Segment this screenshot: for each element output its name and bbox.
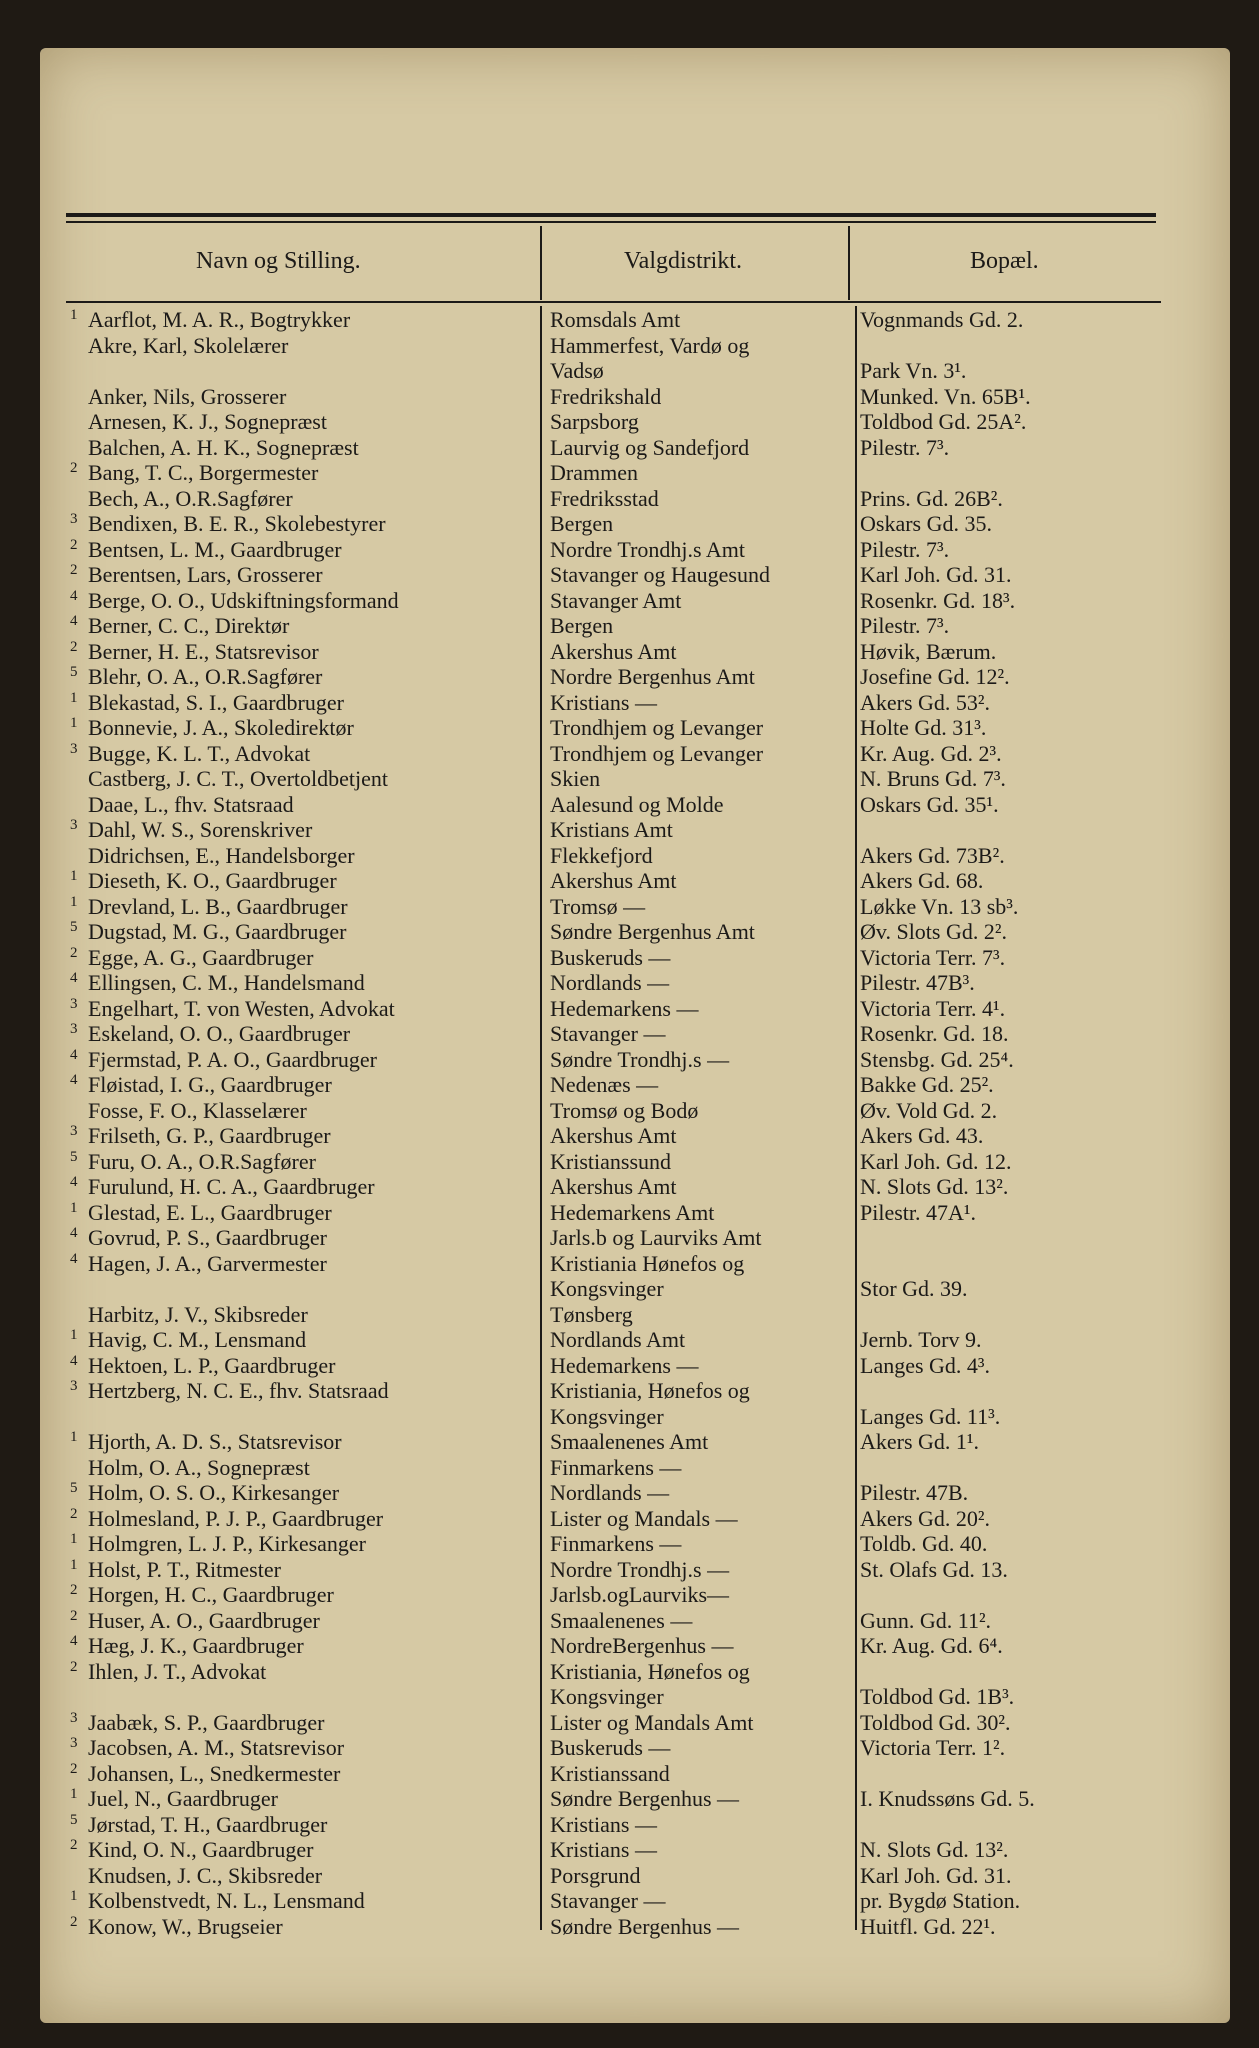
row-mark: 4 bbox=[70, 1352, 78, 1369]
table-row bbox=[0, 613, 1259, 638]
row-residence: Akers Gd. 43. bbox=[860, 1123, 984, 1148]
row-mark: 2 bbox=[70, 1505, 78, 1522]
table-row bbox=[0, 1149, 1259, 1174]
row-name: Horgen, H. C., Gaardbruger bbox=[88, 1582, 334, 1607]
row-district: Nedenæs — bbox=[550, 1072, 659, 1097]
row-district: Kristians Amt bbox=[550, 817, 673, 842]
row-residence: Akers Gd. 1¹. bbox=[860, 1429, 980, 1454]
table-row bbox=[0, 384, 1259, 409]
table-row bbox=[0, 1047, 1259, 1072]
table-row bbox=[0, 1914, 1259, 1939]
row-district: Skien bbox=[550, 766, 601, 791]
row-name: Daae, L., fhv. Statsraad bbox=[88, 791, 294, 817]
table-row bbox=[0, 1633, 1259, 1658]
table-row bbox=[0, 486, 1259, 511]
table-row bbox=[0, 1761, 1259, 1786]
row-district: Kristiania, Hønefos og bbox=[550, 1658, 750, 1684]
row-residence: N. Slots Gd. 13². bbox=[860, 1174, 1009, 1199]
row-district: Søndre Bergenhus — bbox=[550, 1786, 740, 1811]
row-district: Jarlsb.ogLaurviks— bbox=[550, 1582, 730, 1607]
table-row bbox=[0, 588, 1259, 613]
row-residence: Toldb. Gd. 40. bbox=[860, 1531, 988, 1556]
row-residence: Karl Joh. Gd. 31. bbox=[860, 562, 1012, 587]
table-row bbox=[0, 1710, 1259, 1735]
row-residence: Rosenkr. Gd. 18³. bbox=[860, 587, 1016, 613]
row-district: Akershus Amt bbox=[550, 1174, 677, 1199]
row-name: Fløistad, I. G., Gaardbruger bbox=[88, 1072, 332, 1097]
row-district: Søndre Bergenhus — bbox=[550, 1913, 740, 1939]
row-district: Nordre Trondhj.s — bbox=[550, 1556, 730, 1582]
row-residence: Stensbg. Gd. 25⁴. bbox=[860, 1046, 1014, 1072]
table-row bbox=[0, 1557, 1259, 1582]
row-mark: 4 bbox=[70, 613, 78, 629]
row-name: Govrud, P. S., Gaardbruger bbox=[88, 1225, 327, 1250]
table-row bbox=[0, 1480, 1259, 1505]
row-mark: 3 bbox=[70, 1735, 78, 1751]
row-name: Havig, C. M., Lensmand bbox=[88, 1327, 307, 1352]
table-row bbox=[0, 868, 1259, 893]
row-district: Finmarkens — bbox=[550, 1531, 682, 1556]
row-name: Drevland, L. B., Gaardbruger bbox=[88, 893, 348, 919]
row-district: Romsdals Amt bbox=[550, 307, 681, 332]
table-row bbox=[0, 435, 1259, 460]
row-name: Bugge, K. L. T., Advokat bbox=[88, 740, 311, 766]
row-mark: 1 bbox=[70, 1199, 78, 1216]
table-row bbox=[0, 919, 1259, 944]
row-name: Bendixen, B. E. R., Skolebestyrer bbox=[88, 511, 386, 536]
table-row bbox=[0, 1200, 1259, 1225]
row-name: Jørstad, T. H., Gaardbruger bbox=[88, 1811, 328, 1837]
row-name: Ellingsen, C. M., Handelsmand bbox=[88, 970, 365, 995]
row-mark: 1 bbox=[70, 1888, 78, 1904]
table-row bbox=[0, 1353, 1259, 1378]
row-district: Smaalenenes — bbox=[550, 1607, 693, 1633]
table-row bbox=[0, 1429, 1259, 1454]
row-residence: Josefine Gd. 12². bbox=[860, 664, 1010, 689]
row-residence: Akers Gd. 53². bbox=[860, 689, 991, 715]
table-row bbox=[0, 1174, 1259, 1199]
row-name: Holm, O. S. O., Kirkesanger bbox=[88, 1480, 340, 1505]
row-district: Finmarkens — bbox=[550, 1454, 682, 1480]
row-residence: Bakke Gd. 25². bbox=[860, 1072, 994, 1097]
row-mark: 4 bbox=[70, 970, 78, 986]
row-district: Vadsø bbox=[550, 358, 604, 383]
row-district: Nordre Trondhj.s Amt bbox=[550, 536, 745, 562]
row-mark: 3 bbox=[70, 817, 78, 833]
row-residence: Toldbod Gd. 25A². bbox=[860, 409, 1027, 434]
row-name: Jaabæk, S. P., Gaardbruger bbox=[88, 1709, 325, 1735]
row-name: Furulund, H. C. A., Gaardbruger bbox=[88, 1174, 375, 1199]
row-name: Bang, T. C., Borgermester bbox=[88, 460, 319, 485]
row-name: Huser, A. O., Gaardbruger bbox=[88, 1607, 320, 1633]
table-row bbox=[0, 690, 1259, 715]
table-row bbox=[0, 1863, 1259, 1888]
row-residence: Pilestr. 7³. bbox=[860, 613, 950, 638]
row-mark: 3 bbox=[70, 995, 78, 1012]
row-mark: 1 bbox=[70, 868, 78, 884]
row-residence: Akers Gd. 73B². bbox=[860, 842, 1005, 868]
row-district: Tønsberg bbox=[550, 1301, 633, 1327]
table-row bbox=[0, 1072, 1259, 1097]
row-district: Nordlands — bbox=[550, 1480, 670, 1505]
row-district: Kongsvinger bbox=[550, 1276, 664, 1301]
table-row bbox=[0, 1276, 1259, 1301]
row-district: Kristiania, Hønefos og bbox=[550, 1378, 750, 1403]
row-district: Fredrikshald bbox=[550, 383, 662, 409]
row-residence: Vognmands Gd. 2. bbox=[860, 307, 1024, 332]
row-residence: Holte Gd. 31³. bbox=[860, 715, 987, 740]
row-mark: 2 bbox=[70, 944, 78, 961]
row-district: Hedemarkens — bbox=[550, 995, 699, 1021]
row-name: Hagen, J. A., Garvermester bbox=[88, 1250, 327, 1276]
row-district: Smaalenenes Amt bbox=[550, 1429, 709, 1454]
row-name: Bech, A., O.R.Sagfører bbox=[88, 485, 293, 511]
row-district: Hedemarkens — bbox=[550, 1352, 699, 1378]
row-district: NordreBergenhus — bbox=[550, 1633, 734, 1658]
table-row bbox=[0, 970, 1259, 995]
table-row bbox=[0, 537, 1259, 562]
table-row bbox=[0, 894, 1259, 919]
row-mark: 3 bbox=[70, 1021, 78, 1037]
row-mark: 3 bbox=[70, 740, 78, 757]
row-name: Berge, O. O., Udskiftningsformand bbox=[88, 587, 399, 613]
table-row bbox=[0, 1021, 1259, 1046]
row-name: Dugstad, M. G., Gaardbruger bbox=[88, 919, 347, 944]
table-row bbox=[0, 1378, 1259, 1403]
row-residence: pr. Bygdø Station. bbox=[860, 1888, 1021, 1913]
row-residence: Gunn. Gd. 11². bbox=[860, 1607, 992, 1633]
top-rule-thin bbox=[66, 221, 1156, 223]
table-row bbox=[0, 1225, 1259, 1250]
row-residence: Jernb. Torv 9. bbox=[860, 1327, 982, 1352]
table-row bbox=[0, 996, 1259, 1021]
row-name: Dahl, W. S., Sorenskriver bbox=[88, 817, 313, 842]
row-district: Akershus Amt bbox=[550, 638, 677, 664]
row-mark: 4 bbox=[70, 587, 78, 604]
table-row bbox=[0, 1735, 1259, 1760]
row-residence: Munked. Vn. 65B¹. bbox=[860, 383, 1031, 409]
row-district: Aalesund og Molde bbox=[550, 791, 724, 817]
row-name: Hæg, J. K., Gaardbruger bbox=[88, 1633, 304, 1658]
row-district: Søndre Trondhj.s — bbox=[550, 1046, 730, 1072]
row-residence: I. Knudssøns Gd. 5. bbox=[860, 1786, 1035, 1811]
row-mark: 5 bbox=[70, 1811, 78, 1828]
row-mark: 2 bbox=[70, 638, 78, 655]
table-row bbox=[0, 792, 1259, 817]
row-mark: 2 bbox=[70, 536, 78, 553]
row-district: Kongsvinger bbox=[550, 1403, 664, 1429]
row-mark: 2 bbox=[70, 1658, 78, 1675]
row-name: Bentsen, L. M., Gaardbruger bbox=[88, 536, 342, 562]
row-name: Harbitz, J. V., Skibsreder bbox=[88, 1301, 308, 1327]
row-mark: 2 bbox=[70, 1837, 78, 1853]
table-row bbox=[0, 817, 1259, 842]
row-name: Castberg, J. C. T., Overtoldbetjent bbox=[88, 766, 389, 791]
row-district: Fredriksstad bbox=[550, 485, 659, 511]
row-district: Bergen bbox=[550, 511, 614, 536]
row-mark: 3 bbox=[70, 1123, 78, 1139]
row-mark: 1 bbox=[70, 1429, 78, 1445]
row-name: Bonnevie, J. A., Skoledirektør bbox=[88, 715, 354, 740]
row-district: Kristiania Hønefos og bbox=[550, 1250, 745, 1276]
table-row bbox=[0, 1302, 1259, 1327]
row-name: Hertzberg, N. C. E., fhv. Statsraad bbox=[88, 1378, 389, 1403]
header-residence: Bopæl. bbox=[970, 248, 1039, 274]
row-district: Stavanger og Haugesund bbox=[550, 562, 770, 587]
row-residence: Høvik, Bærum. bbox=[860, 638, 997, 664]
row-residence: Victoria Terr. 4¹. bbox=[860, 995, 1006, 1021]
table-row bbox=[0, 639, 1259, 664]
row-mark: 5 bbox=[70, 664, 78, 680]
row-residence: Rosenkr. Gd. 18. bbox=[860, 1021, 1009, 1046]
row-mark: 4 bbox=[70, 1225, 78, 1241]
table-row bbox=[0, 1404, 1259, 1429]
header-name: Navn og Stilling. bbox=[196, 248, 361, 274]
row-name: Holmgren, L. J. P., Kirkesanger bbox=[88, 1531, 367, 1556]
table-row bbox=[0, 945, 1259, 970]
top-rule bbox=[66, 213, 1156, 217]
row-mark: 4 bbox=[70, 1072, 78, 1088]
row-mark: 1 bbox=[70, 1327, 78, 1343]
table-row bbox=[0, 766, 1259, 791]
table-row bbox=[0, 1531, 1259, 1556]
header-district: Valgdistrikt. bbox=[624, 248, 742, 274]
row-name: Holst, P. T., Ritmester bbox=[88, 1556, 281, 1582]
row-name: Holm, O. A., Sognepræst bbox=[88, 1454, 310, 1480]
row-residence: Park Vn. 3¹. bbox=[860, 358, 967, 383]
row-mark: 4 bbox=[70, 1250, 78, 1267]
row-mark: 1 bbox=[70, 893, 78, 910]
table-row bbox=[0, 843, 1259, 868]
row-name: Furu, O. A., O.R.Sagfører bbox=[88, 1148, 316, 1174]
table-row bbox=[0, 1123, 1259, 1148]
row-district: Akershus Amt bbox=[550, 1123, 677, 1148]
row-name: Berner, H. E., Statsrevisor bbox=[88, 638, 319, 664]
row-residence: Langes Gd. 11³. bbox=[860, 1403, 1001, 1429]
row-district: Kongsvinger bbox=[550, 1684, 664, 1709]
table-row bbox=[0, 1608, 1259, 1633]
table-row bbox=[0, 1506, 1259, 1531]
row-mark: 3 bbox=[70, 1378, 78, 1394]
row-name: Glestad, E. L., Gaardbruger bbox=[88, 1199, 332, 1225]
row-name: Ihlen, J. T., Advokat bbox=[88, 1658, 267, 1684]
row-mark: 3 bbox=[70, 511, 78, 527]
row-district: Flekkefjord bbox=[550, 842, 653, 868]
row-residence: Toldbod Gd. 1B³. bbox=[860, 1684, 1015, 1709]
row-district: Stavanger Amt bbox=[550, 587, 682, 613]
row-residence: Karl Joh. Gd. 12. bbox=[860, 1148, 1012, 1174]
row-residence: Karl Joh. Gd. 31. bbox=[860, 1862, 1012, 1888]
row-district: Buskeruds — bbox=[550, 1735, 671, 1760]
row-residence: Kr. Aug. Gd. 6⁴. bbox=[860, 1633, 1003, 1658]
row-mark: 2 bbox=[70, 1760, 78, 1777]
header-rule bbox=[66, 301, 1161, 303]
row-residence: Pilestr. 47B³. bbox=[860, 970, 975, 995]
row-district: Lister og Mandals — bbox=[550, 1505, 738, 1531]
table-row bbox=[0, 715, 1259, 740]
row-mark: 2 bbox=[70, 1913, 78, 1930]
row-mark: 5 bbox=[70, 1148, 78, 1165]
row-name: Berner, C. C., Direktør bbox=[88, 613, 290, 638]
row-name: Holmesland, P. J. P., Gaardbruger bbox=[88, 1505, 384, 1531]
row-residence: Akers Gd. 20². bbox=[860, 1505, 991, 1531]
row-mark: 5 bbox=[70, 1480, 78, 1496]
row-name: Engelhart, T. von Westen, Advokat bbox=[88, 995, 395, 1021]
row-name: Fosse, F. O., Klasselærer bbox=[88, 1097, 307, 1123]
table-row bbox=[0, 664, 1259, 689]
row-district: Stavanger — bbox=[550, 1021, 666, 1046]
row-district: Bergen bbox=[550, 613, 614, 638]
row-name: Konow, W., Brugseier bbox=[88, 1913, 283, 1939]
table-row bbox=[0, 307, 1259, 332]
row-residence: Huitfl. Gd. 22¹. bbox=[860, 1913, 996, 1939]
row-name: Kolbenstvedt, N. L., Lensmand bbox=[88, 1888, 365, 1913]
row-residence: Akers Gd. 68. bbox=[860, 868, 984, 893]
table-row bbox=[0, 511, 1259, 536]
row-residence: Victoria Terr. 1². bbox=[860, 1735, 1006, 1760]
row-name: Didrichsen, E., Handelsborger bbox=[88, 842, 355, 868]
row-name: Frilseth, G. P., Gaardbruger bbox=[88, 1123, 331, 1148]
row-mark: 2 bbox=[70, 562, 78, 578]
row-mark: 2 bbox=[70, 1582, 78, 1598]
table-row bbox=[0, 1812, 1259, 1837]
row-district: Kristianssand bbox=[550, 1760, 670, 1786]
row-mark: 4 bbox=[70, 1174, 78, 1190]
row-mark: 1 bbox=[70, 689, 78, 706]
table-row bbox=[0, 358, 1259, 383]
row-name: Hjorth, A. D. S., Statsrevisor bbox=[88, 1429, 342, 1454]
row-name: Arnesen, K. J., Sognepræst bbox=[88, 409, 327, 434]
column-divider bbox=[540, 226, 542, 300]
row-district: Kristianssund bbox=[550, 1148, 671, 1174]
table-row bbox=[0, 1786, 1259, 1811]
row-district: Kristians — bbox=[550, 689, 657, 715]
row-district: Jarls.b og Laurviks Amt bbox=[550, 1225, 762, 1250]
row-residence: Kr. Aug. Gd. 2³. bbox=[860, 740, 1002, 766]
table-row bbox=[0, 409, 1259, 434]
row-mark: 1 bbox=[70, 307, 78, 323]
table-row bbox=[0, 1888, 1259, 1913]
row-mark: 1 bbox=[70, 1531, 78, 1547]
row-residence: Stor Gd. 39. bbox=[860, 1276, 968, 1301]
row-residence: Victoria Terr. 7³. bbox=[860, 944, 1006, 970]
row-residence: Pilestr. 7³. bbox=[860, 536, 950, 562]
row-mark: 4 bbox=[70, 1633, 78, 1649]
row-name: Egge, A. G., Gaardbruger bbox=[88, 944, 314, 970]
row-mark: 1 bbox=[70, 1556, 78, 1573]
row-district: Sarpsborg bbox=[550, 409, 639, 434]
row-mark: 3 bbox=[70, 1709, 78, 1726]
row-mark: 1 bbox=[70, 1786, 78, 1802]
row-district: Trondhjem og Levanger bbox=[550, 715, 764, 740]
table-row bbox=[0, 1837, 1259, 1862]
row-residence: Øv. Vold Gd. 2. bbox=[860, 1097, 998, 1123]
row-mark: 5 bbox=[70, 919, 78, 935]
row-district: Stavanger — bbox=[550, 1888, 666, 1913]
row-name: Juel, N., Gaardbruger bbox=[88, 1786, 278, 1811]
table-row bbox=[0, 460, 1259, 485]
row-district: Kristians — bbox=[550, 1837, 657, 1862]
row-residence: Pilestr. 47B. bbox=[860, 1480, 969, 1505]
row-name: Fjermstad, P. A. O., Gaardbruger bbox=[88, 1046, 378, 1072]
table-row bbox=[0, 333, 1259, 358]
row-name: Jacobsen, A. M., Statsrevisor bbox=[88, 1735, 345, 1760]
row-district: Porsgrund bbox=[550, 1862, 641, 1888]
row-name: Aarflot, M. A. R., Bogtrykker bbox=[88, 307, 351, 332]
row-residence: Langes Gd. 4³. bbox=[860, 1352, 991, 1378]
row-district: Kristians — bbox=[550, 1811, 657, 1837]
row-district: Lister og Mandals Amt bbox=[550, 1709, 754, 1735]
table-row bbox=[0, 562, 1259, 587]
row-residence: St. Olafs Gd. 13. bbox=[860, 1556, 1008, 1582]
row-district: Drammen bbox=[550, 460, 638, 485]
table-row bbox=[0, 1582, 1259, 1607]
row-district: Hedemarkens Amt bbox=[550, 1199, 715, 1225]
table-row bbox=[0, 1684, 1259, 1709]
row-district: Nordlands — bbox=[550, 970, 670, 995]
column-divider bbox=[848, 226, 850, 300]
table-row bbox=[0, 1327, 1259, 1352]
row-district: Trondhjem og Levanger bbox=[550, 740, 764, 766]
row-residence: N. Bruns Gd. 7³. bbox=[860, 766, 1006, 791]
row-district: Hammerfest, Vardø og bbox=[550, 332, 750, 358]
row-mark: 2 bbox=[70, 1607, 78, 1624]
row-residence: Oskars Gd. 35¹. bbox=[860, 791, 999, 817]
row-name: Balchen, A. H. K., Sognepræst bbox=[88, 434, 359, 460]
row-residence: Oskars Gd. 35. bbox=[860, 511, 992, 536]
table-row bbox=[0, 1659, 1259, 1684]
table-row bbox=[0, 741, 1259, 766]
row-name: Blehr, O. A., O.R.Sagfører bbox=[88, 664, 323, 689]
row-district: Laurvig og Sandefjord bbox=[550, 434, 750, 460]
row-district: Søndre Bergenhus Amt bbox=[550, 919, 755, 944]
row-residence: Pilestr. 7³. bbox=[860, 434, 950, 460]
row-residence: N. Slots Gd. 13². bbox=[860, 1837, 1009, 1862]
row-mark: 4 bbox=[70, 1046, 78, 1063]
row-name: Berentsen, Lars, Grosserer bbox=[88, 562, 323, 587]
row-name: Hektoen, L. P., Gaardbruger bbox=[88, 1352, 336, 1378]
row-district: Tromsø og Bodø bbox=[550, 1097, 699, 1123]
row-name: Anker, Nils, Grosserer bbox=[88, 383, 287, 409]
row-name: Akre, Karl, Skolelærer bbox=[88, 332, 289, 358]
row-mark: 2 bbox=[70, 460, 78, 476]
row-district: Nordre Bergenhus Amt bbox=[550, 664, 755, 689]
row-name: Knudsen, J. C., Skibsreder bbox=[88, 1862, 323, 1888]
row-district: Buskeruds — bbox=[550, 944, 671, 970]
row-name: Blekastad, S. I., Gaardbruger bbox=[88, 689, 344, 715]
row-name: Eskeland, O. O., Gaardbruger bbox=[88, 1021, 351, 1046]
row-district: Akershus Amt bbox=[550, 868, 677, 893]
row-residence: Øv. Slots Gd. 2². bbox=[860, 919, 1007, 944]
table-row bbox=[0, 1455, 1259, 1480]
table-row bbox=[0, 1251, 1259, 1276]
row-name: Kind, O. N., Gaardbruger bbox=[88, 1837, 314, 1862]
row-residence: Prins. Gd. 26B². bbox=[860, 485, 1003, 511]
row-name: Dieseth, K. O., Gaardbruger bbox=[88, 868, 337, 893]
table-row bbox=[0, 1098, 1259, 1123]
row-district: Tromsø — bbox=[550, 893, 646, 919]
row-residence: Pilestr. 47A¹. bbox=[860, 1199, 976, 1225]
row-name: Johansen, L., Snedkermester bbox=[88, 1760, 341, 1786]
row-district: Nordlands Amt bbox=[550, 1327, 686, 1352]
row-residence: Løkke Vn. 13 sb³. bbox=[860, 893, 1019, 919]
row-residence: Toldbod Gd. 30². bbox=[860, 1709, 1011, 1735]
row-mark: 1 bbox=[70, 715, 78, 731]
